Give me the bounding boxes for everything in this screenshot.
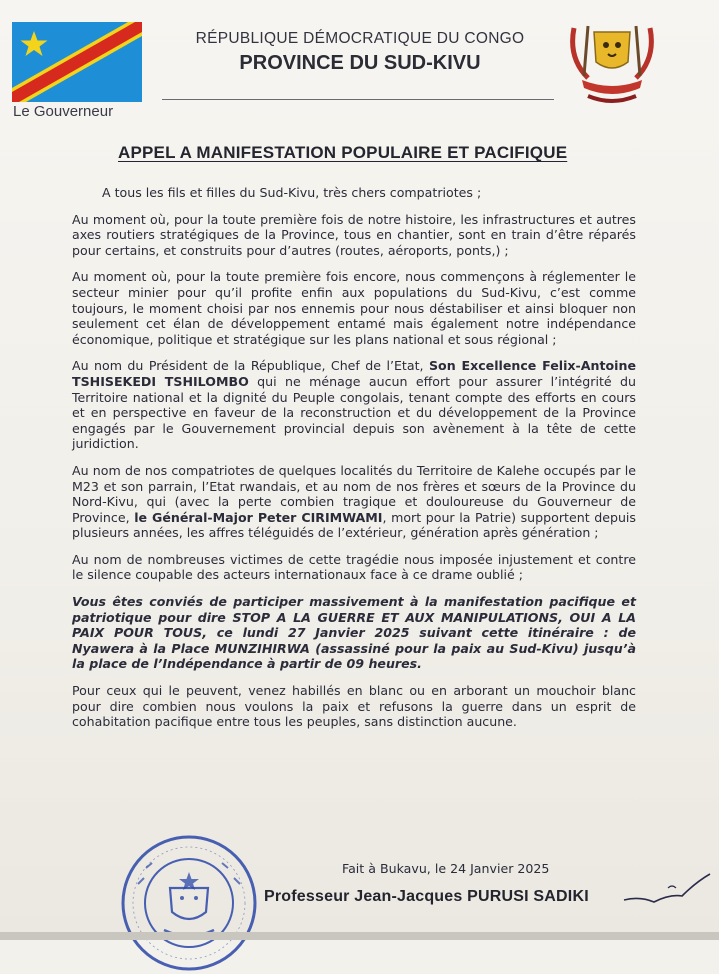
bottom-edge [0, 932, 719, 940]
paragraph-call-to-action: Vous êtes conviés de participer massivement à la manifestation pacifique et patriotique pour dire STOP A LA GUERRE ET AUX MANIPULATIONS, OUI A LA PAIX POUR TOUS, ce lundi 27 Janvier 2025 suivant cette itinéraire : de Nyawera à la Place MUNZIHIRWA (assassiné pour la paix au Sud-Kivu) jusqu’à la place de l’Indépendance à partir de 09 heures. [72, 594, 636, 672]
header-divider [162, 99, 554, 100]
paragraph-compatriots-intro: Au nom de nos compatriotes de quelques localités du Territoire de Kalehe occupés par le M23 et son parrain, l’Etat rwandais, et au nom de nos frères et sœurs de la Province du Nord-Kivu, qui (avec la perte combien tragique et douloureuse du Gouverneur de Province, [72, 462, 636, 525]
paragraph-president [72, 358, 636, 452]
place-and-date: Fait à Bukavu, le 24 Janvier 2025 [342, 861, 550, 876]
president-name: Son Excellence Felix-Antoine TSHISEKEDI TSHILOMBO [72, 358, 636, 389]
paragraph-dress-code: Pour ceux qui le peuvent, venez habillés en blanc ou en arborant un mouchoir blanc pour dire combien nous voulons la paix et refusons la guerre dans un esprit de cohabitation pacifique entre tous les peuples, sans distinction aucune. [72, 683, 636, 730]
country-heading: RÉPUBLIQUE DÉMOCRATIQUE DU CONGO [195, 30, 525, 47]
document-title: APPEL A MANIFESTATION POPULAIRE ET PACIFIQUE [118, 143, 568, 162]
province-heading: PROVINCE DU SUD-KIVU [239, 52, 481, 74]
paragraph-infrastructure: Au moment où, pour la toute première fois de notre histoire, les infrastructures et autres axes routiers stratégiques de la Province, tous en chantier, sont en train d’être réparés pour certains, et construits pour d’autres (routes, aéroports, ponts,) ; [72, 211, 636, 258]
document-body [72, 185, 636, 741]
paragraph-victims: Au nom de nombreuses victimes de cette tragédie nous imposée injustement et contre le silence coupable des acteurs internationaux face à ce drame oublié ; [72, 551, 636, 583]
paragraph-mining: Au moment où, pour la toute première fois encore, nous commençons à réglementer le secteur minier pour qu’il profite enfin aux populations du Sud-Kivu, c’est comme toujours, le moment choisi par nos ennemis pour nous déstabiliser et ainsi bloquer non seulement cet élan de développement entamé mais également notre indépendance économique, politique et stratégique sur les plans national et sous régional ; [72, 269, 636, 347]
drc-flag-icon [12, 22, 142, 102]
signature-icon [620, 866, 715, 916]
coat-of-arms-icon [566, 18, 658, 104]
general-name: le Général-Major Peter CIRIMWAMI [134, 509, 383, 525]
paragraph-compatriots [72, 463, 636, 541]
paragraph-compatriots-rest: , mort pour la Patrie) supportent depuis plusieurs années, les affres téléguidés de l’extérieur, génération après génération ; [72, 509, 636, 541]
official-seal-icon [118, 832, 260, 974]
paragraph-president-intro: Au nom du Président de la République, Chef de l’Etat, [72, 358, 429, 374]
signatory-name: Professeur Jean-Jacques PURUSI SADIKI [264, 888, 589, 905]
paragraph-president-rest: qui ne ménage aucun effort pour assurer l’intégrité du Territoire national et la dignité du Peuple congolais, tenant compte des efforts en cours et en perspective en faveur de la reconstruction et du développement de la Province engagés par le Gouvernement provincial depuis son avènement à la tête de cette juridiction. [72, 373, 636, 452]
office-label: Le Gouverneur [13, 103, 114, 120]
salutation: A tous les fils et filles du Sud-Kivu, très chers compatriotes ; [102, 185, 482, 200]
